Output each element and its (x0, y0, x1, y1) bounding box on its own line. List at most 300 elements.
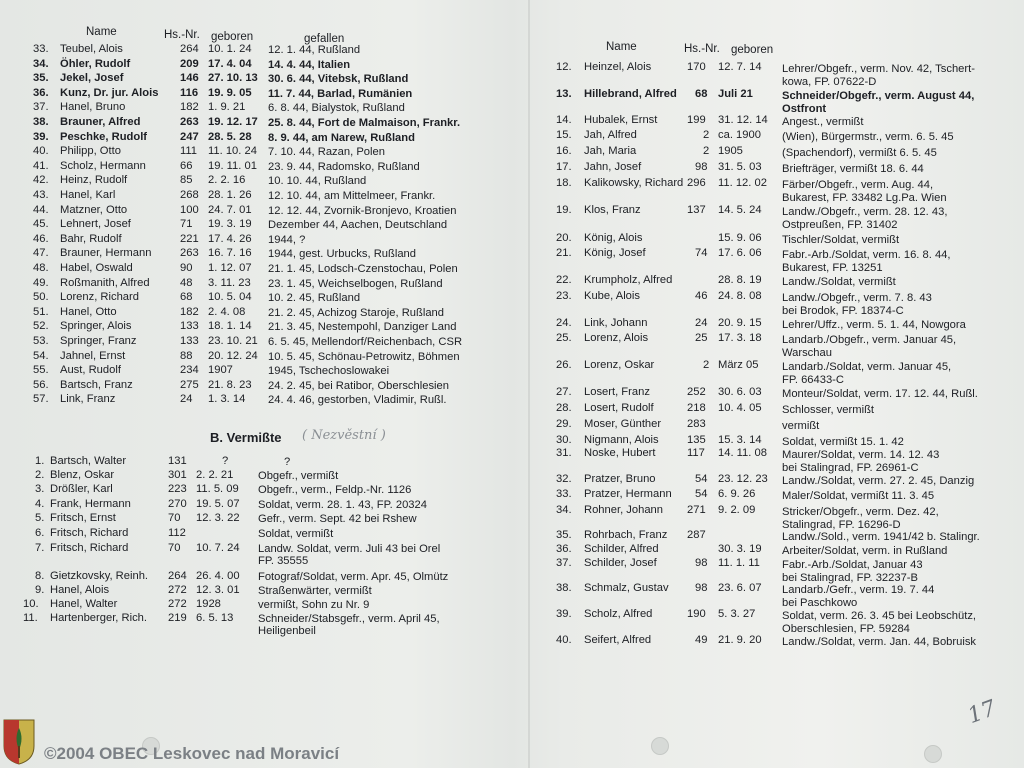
row-number: 43. (33, 189, 49, 201)
birth-date: 20. 9. 15 (718, 317, 762, 329)
person-name: Aust, Rudolf (60, 364, 121, 377)
missing-info: Soldat, verm. 26. 3. 45 bei Leobschütz, (782, 610, 977, 622)
row-number: 55. (33, 364, 49, 377)
house-number: 287 (687, 529, 706, 541)
row-number: 27. (556, 386, 572, 398)
death-info: 1945, Tschechoslowakei (268, 365, 390, 378)
row-number: 19. (556, 204, 572, 216)
row-number: 11. (23, 612, 38, 624)
birth-date: 30. 3. 19 (718, 543, 762, 555)
missing-info-cont: bei Paschkowo (782, 597, 858, 609)
death-info: 8. 9. 44, am Narew, Rußland (268, 131, 415, 144)
house-number: 272 (168, 584, 187, 596)
person-name: Link, Johann (584, 317, 648, 329)
row-number: 39. (556, 608, 572, 620)
birth-date: 9. 2. 09 (718, 504, 756, 516)
person-name: Link, Franz (60, 393, 116, 406)
row-number: 50. (33, 291, 49, 304)
birth-date: 23. 12. 23 (718, 473, 768, 485)
person-name: Rohner, Johann (584, 504, 663, 516)
row-number: 54. (33, 349, 49, 362)
person-name: Losert, Franz (584, 386, 650, 398)
birth-date: 1905 (718, 145, 743, 157)
house-number: 131 (168, 455, 187, 467)
death-info: 30. 6. 44, Vitebsk, Rußland (268, 73, 409, 86)
house-number: 146 (180, 72, 199, 85)
house-number: 221 (180, 232, 199, 245)
missing-info: Obgefr., vermißt (258, 470, 339, 482)
missing-info: Landarb./Soldat, verm. Januar 45, (782, 361, 952, 373)
death-info: 23. 9. 44, Radomsko, Rußland (268, 160, 420, 173)
house-number: 90 (180, 262, 193, 274)
birth-date: 1928 (196, 598, 221, 610)
death-info: Dezember 44, Aachen, Deutschland (268, 219, 448, 232)
row-number: 42. (33, 174, 49, 187)
missing-info: Maler/Soldat, vermißt 11. 3. 45 (782, 490, 935, 502)
missing-info: Landarb./Obgefr., verm. Januar 45, (782, 334, 957, 346)
person-name: Jahn, Josef (584, 161, 642, 173)
row-number: 21. (556, 247, 572, 259)
row-number: 48. (33, 262, 49, 274)
row-number: 6. (35, 527, 45, 539)
missing-info-cont: Oberschlesien, FP. 59284 (782, 623, 910, 635)
page-number: 17 (964, 695, 1000, 730)
birth-date: 10. 4. 05 (718, 402, 762, 414)
house-number: 46 (695, 290, 708, 302)
row-number: 5. (35, 512, 45, 524)
house-number: 268 (180, 189, 199, 201)
row-number: 25. (556, 332, 572, 344)
row-number: 49. (33, 276, 49, 289)
birth-date: 11. 1. 11 (718, 557, 760, 569)
missing-info: vermißt, Sohn zu Nr. 9 (258, 599, 370, 611)
birth-date: 21. 8. 23 (208, 378, 252, 391)
birth-date: 3. 11. 23 (208, 276, 251, 289)
house-number: 296 (687, 177, 706, 189)
birth-date: 17. 3. 18 (718, 332, 762, 344)
row-number: 35. (556, 529, 572, 541)
person-name: König, Alois (584, 232, 643, 244)
missing-info: Schlosser, vermißt (782, 404, 875, 416)
missing-info: Landw./Sold., verm. 1941/42 b. Stalingr. (782, 531, 980, 543)
house-number: 271 (687, 504, 706, 516)
birth-date: 11. 5. 09 (196, 483, 239, 495)
person-name: Hillebrand, Alfred (584, 88, 677, 100)
person-name: Habel, Oswald (60, 262, 133, 274)
missing-info: Färber/Obgefr., verm. Aug. 44, (782, 179, 934, 191)
birth-date: 2. 4. 08 (208, 305, 246, 318)
person-name: Lorenz, Alois (584, 332, 649, 344)
row-number: 38. (556, 582, 572, 594)
birth-date: 1. 9. 21 (208, 101, 246, 114)
missing-info-cont: Heiligenbeil (258, 625, 316, 637)
person-name: Hanel, Karl (60, 189, 116, 201)
house-number: 49 (695, 634, 708, 646)
birth-date: 23. 6. 07 (718, 582, 762, 594)
person-name: Frank, Hermann (50, 498, 131, 510)
person-name: Springer, Franz (60, 335, 137, 347)
missing-info: (Wien), Bürgermstr., verm. 6. 5. 45 (782, 131, 954, 143)
birth-date: 16. 7. 16 (208, 247, 252, 260)
birth-date: 6. 5. 13 (196, 612, 234, 624)
missing-info: Monteur/Soldat, verm. 17. 12. 44, Rußl. (782, 388, 978, 400)
birth-date: 5. 3. 27 (718, 608, 756, 620)
birth-date: 10. 7. 24 (196, 542, 240, 554)
death-info: 1944, gest. Urbucks, Rußland (268, 248, 416, 261)
row-number: 1. (35, 455, 45, 467)
missing-info-cont: FP. 66433-C (782, 374, 844, 386)
person-name: Hanel, Alois (50, 584, 110, 596)
row-number: 41. (33, 159, 49, 172)
missing-info: Landw./Soldat, verm. Jan. 44, Bobruisk (782, 636, 977, 648)
death-info: 23. 1. 45, Weichselbogen, Rußland (268, 277, 443, 290)
person-name: Matzner, Otto (60, 203, 128, 216)
birth-date: 11. 10. 24 (208, 145, 257, 158)
row-number: 3. (35, 483, 45, 495)
death-info: 10. 2. 45, Rußland (268, 292, 361, 305)
house-number: 270 (168, 498, 187, 510)
house-number: 283 (687, 418, 706, 430)
row-number: 12. (556, 61, 572, 73)
row-number: 33. (556, 488, 572, 500)
death-info: 6. 5. 45, Mellendorf/Reichenbach, CSR (268, 336, 463, 348)
birth-date: 27. 10. 13 (208, 72, 258, 85)
birth-date: ? (222, 455, 229, 467)
right-header-hsnr: Hs.-Nr. (684, 43, 720, 55)
header-hsnr: Hs.-Nr. (164, 29, 200, 41)
house-number: 263 (180, 247, 199, 260)
pencil-note: ( Nezvěstní ) (302, 428, 386, 443)
header-name: Name (86, 26, 117, 38)
death-info: 7. 10. 44, Razan, Polen (268, 146, 385, 159)
missing-info: Maurer/Soldat, verm. 14. 12. 43 (782, 449, 940, 461)
house-number: 71 (180, 218, 193, 231)
person-name: Pratzer, Hermann (584, 488, 672, 500)
row-number: 14. (556, 114, 572, 126)
missing-info: Schneider/Stabsgefr., verm. April 45, (258, 613, 440, 625)
row-number: 40. (33, 145, 49, 158)
person-name: Teubel, Alois (60, 43, 123, 55)
house-number: 234 (180, 364, 199, 377)
person-name: Heinzel, Alois (584, 61, 652, 73)
birth-date: 19. 11. 01 (208, 159, 257, 172)
page-fold (528, 0, 530, 768)
birth-date: 15. 9. 06 (718, 232, 762, 244)
section-b-title: B. Vermißte (210, 430, 282, 445)
house-number: 116 (180, 86, 199, 99)
birth-date: 31. 12. 14 (718, 114, 768, 126)
house-number: 2 (703, 359, 710, 371)
house-number: 275 (180, 378, 199, 391)
row-number: 23. (556, 290, 572, 302)
missing-info: Fabr.-Arb./Soldat, verm. 16. 8. 44, (782, 249, 951, 261)
house-number: 301 (168, 469, 187, 481)
person-name: König, Josef (584, 247, 646, 259)
house-number: 66 (180, 159, 193, 172)
death-info: 6. 8. 44, Bialystok, Rußland (268, 102, 405, 115)
missing-info: Fotograf/Soldat, verm. Apr. 45, Olmütz (258, 571, 449, 583)
row-number: 28. (556, 402, 572, 414)
death-info: 21. 1. 45, Lodsch-Czenstochau, Polen (268, 263, 458, 275)
house-number: 98 (695, 582, 708, 594)
birth-date: 11. 12. 02 (718, 177, 767, 189)
house-number: 133 (180, 335, 199, 347)
death-info: 21. 2. 45, Achizog Staroje, Rußland (268, 306, 445, 319)
house-number: 70 (168, 542, 181, 554)
house-number: 74 (695, 247, 708, 259)
missing-info: Landw./Obgefr., verm. 28. 12. 43, (782, 206, 948, 218)
row-number: 47. (33, 247, 49, 260)
birth-date: Juli 21 (718, 88, 753, 100)
house-number: 25 (695, 332, 708, 344)
right-header-name: Name (606, 41, 637, 53)
person-name: Hanel, Otto (60, 305, 117, 318)
row-number: 37. (556, 557, 572, 569)
birth-date: März 05 (718, 359, 759, 371)
birth-date: 17. 6. 06 (718, 247, 762, 259)
row-number: 44. (33, 203, 49, 216)
house-number: 247 (180, 130, 199, 143)
person-name: Hartenberger, Rich. (50, 612, 148, 624)
row-number: 52. (33, 320, 49, 333)
birth-date: 28. 8. 19 (718, 274, 762, 286)
missing-info: Landw./Soldat, verm. 27. 2. 45, Danzig (782, 475, 975, 487)
punch-hole (924, 745, 942, 763)
person-name: Jah, Maria (584, 145, 637, 157)
header-geboren: geboren (211, 31, 254, 43)
row-number: 38. (33, 116, 49, 128)
missing-info-cont: bei Brodok, FP. 18374-C (782, 305, 904, 317)
house-number: 135 (687, 434, 706, 446)
person-name: Jahnel, Ernst (60, 349, 126, 362)
death-info: 21. 3. 45, Nestempohl, Danziger Land (268, 321, 457, 334)
house-number: 68 (695, 88, 708, 100)
person-name: Heinz, Rudolf (60, 174, 128, 187)
missing-info: Obgefr., verm., Feldp.-Nr. 1126 (258, 484, 412, 496)
person-name: Moser, Günther (584, 418, 662, 430)
row-number: 46. (33, 232, 49, 245)
birth-date: 1907 (208, 364, 233, 377)
person-name: Klos, Franz (584, 204, 641, 216)
birth-date: 12. 3. 01 (196, 584, 240, 596)
birth-date: 6. 9. 26 (718, 488, 756, 500)
person-name: Kube, Alois (584, 290, 640, 302)
birth-date: 14. 11. 08 (718, 447, 767, 459)
birth-date: 26. 4. 00 (196, 570, 240, 582)
person-name: Bartsch, Walter (50, 455, 127, 467)
birth-date: 31. 5. 03 (718, 161, 762, 173)
row-number: 22. (556, 274, 572, 286)
person-name: Seifert, Alfred (584, 634, 652, 646)
row-number: 20. (556, 232, 572, 244)
house-number: 70 (168, 512, 181, 524)
birth-date: 14. 5. 24 (718, 204, 762, 216)
row-number: 45. (33, 218, 49, 231)
missing-info: Gefr., verm. Sept. 42 bei Rshew (258, 513, 417, 525)
row-number: 4. (35, 498, 45, 510)
person-name: Lehnert, Josef (60, 218, 131, 231)
house-number: 2 (703, 145, 710, 157)
person-name: Bartsch, Franz (60, 378, 133, 391)
house-number: 111 (180, 145, 198, 158)
birth-date: 1. 3. 14 (208, 393, 246, 406)
row-number: 56. (33, 378, 49, 391)
missing-info-cont: bei Stalingrad, FP. 26961-C (782, 462, 919, 474)
row-number: 34. (33, 57, 49, 70)
birth-date: 30. 6. 03 (718, 386, 762, 398)
row-number: 17. (556, 161, 572, 173)
house-number: 48 (180, 276, 193, 289)
death-info: 11. 7. 44, Barlad, Rumänien (268, 87, 413, 100)
missing-info-cont: FP. 35555 (258, 555, 309, 567)
birth-date: 17. 4. 04 (208, 57, 252, 70)
person-name: Bahr, Rudolf (60, 232, 122, 245)
house-number: 199 (687, 114, 706, 126)
death-info: 24. 2. 45, bei Ratibor, Oberschlesien (268, 379, 449, 392)
house-number: 112 (168, 527, 186, 539)
person-name: Springer, Alois (60, 320, 132, 333)
missing-info-cont: Warschau (782, 347, 832, 359)
person-name: Gietzkovsky, Reinh. (50, 570, 149, 582)
row-number: 8. (35, 570, 45, 582)
municipal-coat-of-arms-icon (2, 716, 36, 766)
missing-info: Soldat, verm. 28. 1. 43, FP. 20324 (258, 499, 427, 511)
row-number: 29. (556, 418, 572, 430)
missing-info-cont: kowa, FP. 07622-D (782, 76, 877, 88)
row-number: 7. (35, 542, 45, 554)
birth-date: 10. 5. 04 (208, 291, 252, 304)
birth-date: 19. 12. 17 (208, 116, 258, 128)
person-name: Philipp, Otto (60, 145, 121, 158)
missing-info: Landarb./Gefr., verm. 19. 7. 44 (782, 584, 935, 596)
row-number: 15. (556, 129, 572, 141)
person-name: Drößler, Karl (50, 483, 113, 495)
missing-info: Schneider/Obgefr., verm. August 44, (782, 90, 975, 102)
row-number: 2. (35, 469, 45, 481)
birth-date: 15. 3. 14 (718, 434, 762, 446)
house-number: 137 (687, 204, 706, 216)
person-name: Lorenz, Oskar (584, 359, 655, 371)
house-number: 24 (695, 317, 708, 329)
death-info: 12. 10. 44, am Mittelmeer, Frankr. (268, 190, 436, 202)
house-number: 264 (168, 570, 187, 582)
birth-date: 19. 9. 05 (208, 86, 252, 99)
row-number: 10. (23, 598, 39, 610)
house-number: 209 (180, 57, 199, 70)
person-name: Brauner, Alfred (60, 116, 141, 128)
person-name: Fritsch, Richard (50, 542, 129, 554)
death-info: 25. 8. 44, Fort de Malmaison, Frankr. (268, 117, 461, 129)
person-name: Fritsch, Ernst (50, 512, 116, 524)
birth-date: 20. 12. 24 (208, 349, 258, 362)
person-name: Krumpholz, Alfred (584, 274, 673, 286)
row-number: 39. (33, 130, 49, 143)
row-number: 33. (33, 43, 49, 55)
house-number: 88 (180, 349, 193, 362)
missing-info-cont: bei Stalingrad, FP. 32237-B (782, 572, 918, 584)
row-number: 34. (556, 504, 572, 516)
person-name: Schilder, Alfred (584, 543, 659, 555)
person-name: Pratzer, Bruno (584, 473, 656, 485)
missing-info: Stricker/Obgefr., verm. Dez. 42, (782, 506, 939, 518)
birth-date: 24. 7. 01 (208, 203, 252, 216)
right-header-geboren: geboren (731, 44, 774, 56)
house-number: 219 (168, 612, 187, 624)
birth-date: 2. 2. 16 (208, 174, 246, 187)
row-number: 51. (33, 305, 49, 318)
house-number: 190 (687, 608, 706, 620)
row-number: 36. (33, 86, 49, 99)
person-name: Schmalz, Gustav (584, 582, 669, 594)
person-name: Lorenz, Richard (60, 291, 139, 304)
missing-info-cont: Ostfront (782, 103, 827, 115)
birth-date: 28. 5. 28 (208, 130, 252, 143)
row-number: 57. (33, 393, 49, 406)
house-number: 54 (695, 488, 708, 500)
person-name: Rohrbach, Franz (584, 529, 668, 541)
birth-date: 12. 3. 22 (196, 512, 240, 524)
person-name: Brauner, Hermann (60, 247, 152, 260)
house-number: 24 (180, 393, 193, 406)
person-name: Noske, Hubert (584, 447, 656, 459)
person-name: Peschke, Rudolf (60, 130, 148, 143)
missing-info: vermißt (782, 420, 820, 432)
person-name: Kunz, Dr. jur. Alois (60, 86, 159, 99)
missing-info: Soldat, vermißt 15. 1. 42 (782, 436, 904, 448)
row-number: 40. (556, 634, 572, 646)
missing-info: Fabr.-Arb./Soldat, Januar 43 (782, 559, 923, 571)
missing-info-cont: Bukarest, FP. 13251 (782, 262, 883, 274)
missing-info: Lehrer/Uffz., verm. 5. 1. 44, Nowgora (782, 319, 966, 331)
birth-date: 12. 7. 14 (718, 61, 762, 73)
missing-info: Landw./Obgefr., verm. 7. 8. 43 (782, 292, 932, 304)
missing-info-cont: Stalingrad, FP. 16296-D (782, 519, 901, 531)
house-number: 98 (695, 161, 708, 173)
copyright-text: ©2004 OBEC Leskovec nad Moravicí (44, 744, 340, 763)
punch-hole (651, 737, 669, 755)
row-number: 18. (556, 177, 572, 189)
house-number: 98 (695, 557, 708, 569)
house-number: 100 (180, 203, 199, 216)
house-number: 133 (180, 320, 199, 333)
house-number: 85 (180, 174, 193, 187)
missing-info: Arbeiter/Soldat, verm. in Rußland (782, 545, 948, 557)
person-name: Roßmanith, Alfred (60, 276, 150, 289)
missing-info: ? (284, 456, 291, 468)
birth-date: ca. 1900 (718, 129, 761, 141)
birth-date: 19. 3. 19 (208, 218, 252, 231)
house-number: 54 (695, 473, 708, 485)
missing-info: Landw./Soldat, vermißt (782, 276, 896, 288)
death-info: 12. 12. 44, Zvornik-Bronjevo, Kroatien (268, 204, 457, 217)
person-name: Schilder, Josef (584, 557, 657, 569)
house-number: 182 (180, 101, 199, 114)
header-gefallen: gefallen (304, 33, 345, 45)
person-name: Jekel, Josef (60, 72, 124, 85)
row-number: 31. (556, 447, 572, 459)
person-name: Blenz, Oskar (50, 469, 115, 481)
row-number: 26. (556, 359, 572, 371)
row-number: 35. (33, 72, 49, 85)
birth-date: 2. 2. 21 (196, 469, 234, 481)
death-info: 12. 1. 44, Rußland (268, 44, 361, 56)
missing-info-cont: Bukarest, FP. 33482 Lg.Pa. Wien (782, 192, 947, 204)
house-number: 170 (687, 61, 706, 73)
missing-info: Angest., vermißt (782, 116, 864, 128)
house-number: 182 (180, 305, 199, 318)
person-name: Scholz, Hermann (60, 159, 146, 172)
person-name: Hanel, Bruno (60, 101, 126, 114)
